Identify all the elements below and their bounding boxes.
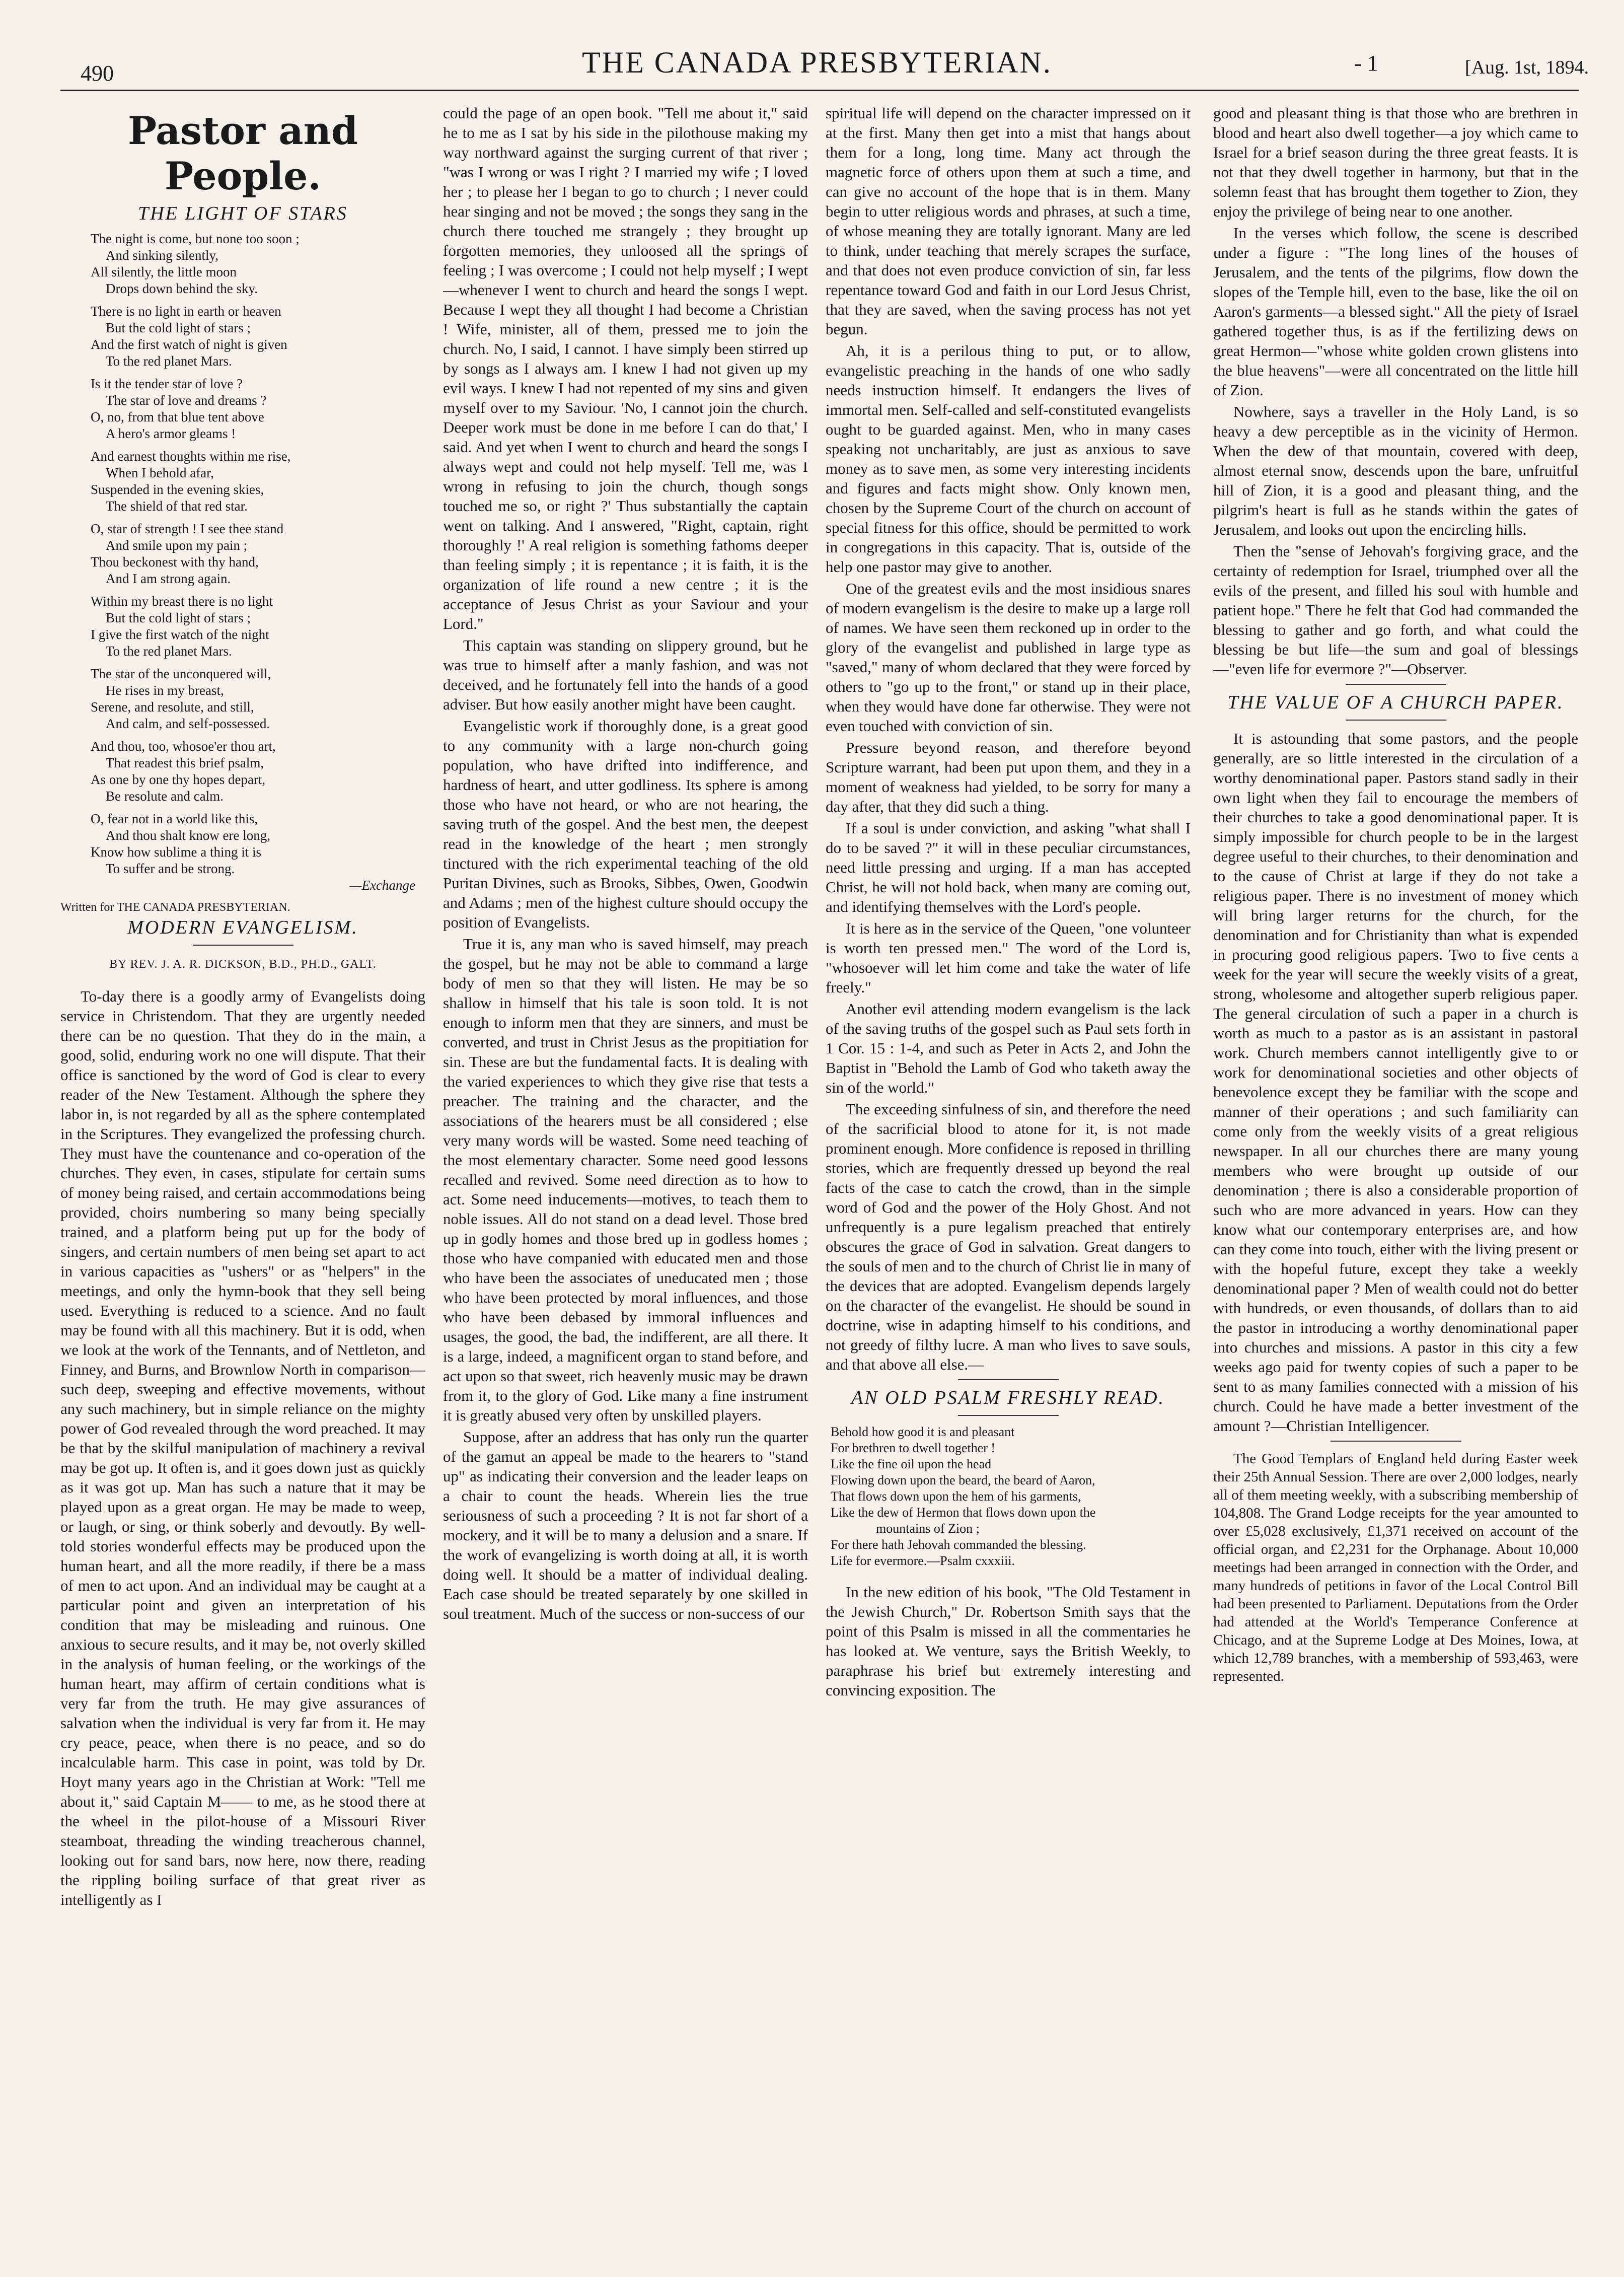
poem-line: And I am strong again. — [106, 571, 231, 586]
poem-line: The star of love and dreams ? — [106, 393, 267, 408]
poem-line: O, star of strength ! I see thee stand — [91, 521, 284, 536]
separator-rule — [1331, 1441, 1461, 1442]
article-byline: BY REV. J. A. R. DICKSON, B.D., PH.D., GALT. — [109, 958, 377, 971]
article-paragraph: If a soul is under conviction, and asking "what shall I do to be saved ?" it will in these peculiar circumstances, need little pressing and urging. If a man has accepted Christ, he will not hold back, when many are coming out, and identifying themselves with the Lord's people. — [826, 819, 1191, 915]
psalm-line: Like the fine oil upon the head — [831, 1457, 992, 1471]
column-1 — [60, 103, 425, 2258]
article-paragraph: Then the "sense of Jehovah's forgiving grace, and the certainty of redemption for Israel, triumphed over all the evils of the present, and filled his soul with humble and patient hope." There he felt that God had commanded the blessing to gather and go forth, and what could the blessing be but life—the sum and goal of blessings—"even life for evermore ?"—Observer. — [1213, 542, 1578, 678]
poem-line: All silently, the little moon — [91, 264, 237, 279]
poem-line: He rises in my breast, — [106, 683, 224, 698]
article-paragraph: To-day there is a goodly army of Evangelists doing service in Christendom. That they are urgently needed there can be no question. That they do in the main, a good, solid, enduring work no one will dispute. That their office is sanctioned by the word of God is clear to every reader of the New Testament. Although the sphere they labor in, is not regarded by all as the sphere contemplated in the Scriptures. They evangelized the professing church. They must have the countenance and co-operation of the churches. They even, in cases, stipulate for certain sums of money being raised, and certain accommodations being provided, choirs numbering so many being specially trained, and a platform being put up for the body of singers, and certain numbers of men being set apart to act in various capacities as "ushers" or as "helpers" in the meetings, and only the hymn-book that they sell being used. Everything is reduced to a science. And no fault may be found with all this machinery. But it is odd, when we look at the work of the Tennants, and of Nettleton, and Finney, and Burns, and Brownlow North in comparison—such deep, sweeping and effective movements, without any such machinery, but in simple reliance on the mighty power of God revealed through the word preached. It may be that by the skilful manipulation of machinery a revival may be got up. It often is, and it goes down just as quickly as it was got up. Man has such a nature that it may be played upon as a great organ. He may be made to weep, or laugh, or sing, or think soberly and devoutly. By well-told stories wonderful effects may be produced upon the human heart, and all the more readily, if there be a mass of men to act upon. And an individual may be caught at a particular point and given an interpretation of his condition that may be misleading and ruinous. One anxious to secure results, and it may be, not overly skilled in the analysis of human feeling, or the workings of the human heart, may affirm of certain conditions what is very far from the truth. He may give assurances of salvation when the individual is very far from it. He may cry peace, peace, when there is no peace, and so do incalculable harm. This case in point, was told by Dr. Hoyt many years ago in the Christian at Work: "Tell me about it," said Captain M—— to me, as he stood there at the wheel in the pilot-house of a Missouri River steamboat, threading the winding treacherous channel, looking out for sand bars, now here, now there, reading the rippling boiling surface of that great river as intelligently as I — [60, 987, 425, 1908]
article-paragraph: Another evil attending modern evangelism is the lack of the saving truths of the gospel such as Paul sets forth in 1 Cor. 15 : 1-4, and such as Peter in Acts 2, and John the Baptist in "Behold the Lamb of God who taketh away the sin of the world." — [826, 1000, 1191, 1096]
columns — [60, 103, 1579, 2258]
separator-rule — [958, 1379, 1059, 1380]
poem-line: Be resolute and calm. — [106, 789, 224, 804]
article-paragraph: Pressure beyond reason, and therefore beyond Scripture warrant, had been put upon them, and they in a moment of weakness had yielded, to be sorry for many a day after, that they did such a thing. — [826, 739, 1191, 815]
page-header — [45, 40, 1589, 86]
poem-line: And sinking silently, — [106, 248, 219, 263]
poem-line: A hero's armor gleams ! — [106, 426, 236, 441]
header-rule — [60, 90, 1579, 91]
poem-line: Serene, and resolute, and still, — [91, 699, 254, 715]
psalm-line: Behold how good it is and pleasant — [831, 1425, 1015, 1439]
page-number: 490 — [81, 61, 114, 86]
poem-source: —Exchange — [349, 878, 415, 893]
article-paragraph: It is astounding that some pastors, and the people generally, are so little interested in the circulation of a worthy denominational paper. Pastors stand sadly in their own light when they fail to encourage the members of their churches to take a good denominational paper. It is simply impossible for church people to be in the largest degree useful to their churches, to their denomination and to the cause of Christ at large if they do not take a religious paper. There is no investment of money which will bring larger returns for the church, for the denomination and for Christianity than what is expended in procuring good religious papers. Two to five cents a week for the year will secure the weekly visits of a great, strong, wholesome and altogether superb religious paper. The general circulation of such a paper in a church is worth as much to a pastor as is an assistant in pastoral work. Church members cannot intelligently give to or work for denominational societies and other objects of benevolence except they be familiar with the scope and manner of their operations ; and such familiarity can come only from the weekly visits of a great religious newspaper. In all our churches there are many young members who were brought up outside of our denomination ; there is also a considerable proportion of such who are more advanced in years. How can they know what our contemporary enterprises are, and how can they come into touch, either with the living present or with the hopeful future, except they take a weekly denominational paper ? Men of wealth could not do better with hundreds, or even thousands, of dollars than to aid the pastor in introducing a worthy denominational paper into churches and missions. A pastor in this city a few weeks ago paid for twenty copies of such a paper to be sent to as many families connected with a mission of his church. Could he have made a better investment of the amount ?—Christian Intelligencer. — [1213, 730, 1578, 1435]
poem-line: And thou shalt know ere long, — [106, 828, 270, 843]
poem-line: The star of the unconquered will, — [91, 666, 271, 681]
article-paragraph: could the page of an open book. "Tell me about it," said he to me as I sat by his side in the pilothouse making my way northward against the surging current of that river ; "was I wrong or was I right ? I married my wife ; I loved her ; to please her I began to go to church ; I never could hear singing and not be moved ; the songs they sang in the church there touched me strangely ; they brought up forgotten memories, they unloosed all the springs of feeling ; I was overcome ; I could not help myself ; I wept—whenever I went to church and heard the songs I wept. Because I wept they all thought I had become a Christian ! Wife, minister, all of them, pressed me to join the church. No, I said, I cannot. I have simply been stirred up by songs as I always am. I knew I had not given up my evil ways. I knew I had not repented of my sins and given myself over to my Saviour. 'No, I cannot join the church. Deeper work must be done in me before I can do that,' I said. And yet when I went to church and heard the songs I always wept and could not help myself. Tell me, was I wrong in refusing to join the church, though songs touched me so, or right ?' Thus substantially the captain went on talking. And I answered, "Right, captain, right thoroughly !' A real religion is something fathoms deeper than feeling simply ; it is repentance ; it is faith, it is the organization of life round a new centre ; it is the acceptance of Jesus Christ as your Saviour and your Lord." — [443, 104, 808, 632]
poem-line: But the cold light of stars ; — [106, 320, 251, 335]
column-4 — [1213, 103, 1578, 2258]
psalm-line: Flowing down upon the beard, the beard of Aaron, — [831, 1473, 1095, 1487]
poem-line: Know how sublime a thing it is — [91, 844, 261, 860]
church-paper-article-title: THE VALUE OF A CHURCH PAPER. — [1227, 692, 1564, 713]
psalm-line: For there hath Jehovah commanded the blessing. — [831, 1537, 1086, 1552]
poem-line: And thou, too, whosoe'er thou art, — [91, 739, 276, 754]
article-paragraph: Ah, it is a perilous thing to put, or to allow, evangelistic preaching in the hands of one who sadly needs instruction himself. It endangers the lives of immortal men. Self-called and self-constituted evangelists ought to be guarded against. Men, who in many cases speaking not uncharitably, are just as anxious to save money as to save men, as some very interesting incidents and figures and facts might show. Only known men, chosen by the Supreme Court of the church on account of special fitness for this office, should be permitted to work in congregations in this capacity. That is, outside of the help one pastor may give to another. — [826, 342, 1191, 576]
article-paragraph: The exceeding sinfulness of sin, and therefore the need of the sacrificial blood to atone for it, is not made prominent enough. More confidence is reposed in thrilling stories, which are frequently dressed up beyond the real facts of the case to catch the crowd, than in the simple word of God and the power of the Holy Ghost. And not unfrequently is a pure legalism preached that entirely obscures the grace of God in salvation. Great dangers to the souls of men and to the church of Christ lie in many of the devices that are adopted. Evangelism depends largely on the character of the evangelist. He should be sound in doctrine, wise in adapting himself to his conditions, and not greedy of filthy lucre. A man who lives to save souls, and that above all else.— — [826, 1100, 1191, 1373]
column-3 — [826, 103, 1191, 2258]
poem-line: To suffer and be strong. — [106, 861, 235, 876]
psalm-line: For brethren to dwell together ! — [831, 1441, 996, 1455]
article-paragraph: Evangelistic work if thoroughly done, is a great good to any community with a large non-church going population, who have drifted into indifference, and hardness of heart, and utter godliness. Its sphere is among those who have not heard, or who are not hearing, the saving truth of the gospel. And the best men, the deepest read in the knowledge of the heart ; men strongly tinctured with the rich experimental teaching of the old Puritan Divines, such as Brooks, Sibbes, Owen, Goodwin and Adams ; men of the highest culture should occupy the position of Evangelists. — [443, 717, 808, 931]
poem-line: And the first watch of night is given — [91, 337, 287, 352]
section-masthead: Pastor and People. — [127, 108, 358, 198]
poem-line: O, fear not in a world like this, — [91, 811, 258, 826]
psalm-line: Life for evermore.—Psalm cxxxiii. — [831, 1553, 1015, 1568]
issue-date: [Aug. 1st, 1894. — [1465, 57, 1589, 78]
poem-line: And calm, and self-possessed. — [106, 716, 270, 731]
article-paragraph: It is here as in the service of the Queen, "one volunteer is worth ten pressed men." The word of the Lord is, "whosoever will let him come and take the water of life freely." — [826, 919, 1191, 996]
poem-line: O, no, from that blue tent above — [91, 409, 264, 424]
poem-line: That readest this brief psalm, — [106, 755, 264, 770]
news-paragraph: The Good Templars of England held during Easter week their 25th Annual Session. There are over 2,000 lodges, nearly all of them meeting weekly, with a subscribing membership of 104,808. The Grand Lodge receipts for the year amounted to over £5,028 exclusively, £1,371 received on account of the official organ, and £2,231 for the Orphanage. About 10,000 meetings had been arranged in connection with the Order, and many hundreds of petitions in favor of the Local Control Bill had been presented to Parliament. Deputations from the Order had attended at the World's Temperance Conference at Chicago, and at the Supreme Lodge at Des Moines, Iowa, at which 12,789 branches, with a membership of 593,463, were represented. — [1213, 1451, 1578, 1684]
poem-line: And earnest thoughts within me rise, — [91, 449, 291, 464]
poem-line: To the red planet Mars. — [106, 644, 232, 659]
separator-rule — [1346, 684, 1446, 685]
article-paragraph: spiritual life will depend on the character impressed on it at the first. Many then get into a mist that hangs about them for a long, long time. Many act through the magnetic force of others upon them at such a time, and can give no account of the hope that is in them. Many begin to utter religious words and phrases, at such a time, of whose meaning they are totally ignorant. Many are led to think, under teaching that merely scrapes the surface, and that does not even produce conviction of sin, far less repentance toward God and faith in our Lord Jesus Christ, that they are saved, when the saving process has not yet begun. — [826, 104, 1191, 338]
poem-line: Suspended in the evening skies, — [91, 482, 264, 497]
header-mark: - 1 — [1354, 51, 1378, 76]
poem-line: The shield of that red star. — [106, 499, 248, 514]
poem-line: As one by one thy hopes depart, — [91, 772, 266, 787]
poem-line: There is no light in earth or heaven — [91, 304, 281, 319]
poem-line: The night is come, but none too soon ; — [91, 231, 300, 246]
poem-line: To the red planet Mars. — [106, 353, 232, 369]
article-paragraph: True it is, any man who is saved himself, may preach the gospel, but he may not be able to command a large body of men so that they will listen. He may be so shallow in himself that his tale is soon told. It is not enough to inform men that they are sinners, and must be converted, and trust in Christ Jesus as the propitiation for sin. These are but the fundamental facts. It is dealing with the varied experiences to which they give rise that tests a preacher. The training and the character, and the associations of the hearers must be all considered ; else very many words will be wasted. Some need teaching of the most elementary character. Some need good lessons recalled and revived. Some need direction as to how to act. Some need inducements—motives, to teach them to noble issues. All do not stand on a dead level. Those bred up in godly homes and those bred up in godless homes ; those who have companied with educated men and those who have been the associates of uneducated men ; those who have been protected by moral influences, and those who have been debased by immoral influences and usages, the good, the bad, the indifferent, are all there. It is a large, indeed, a magnificent organ to stand before, and act upon so that sweet, rich heavenly music may be drawn from it, to the glory of God. Like many a fine instrument it is greatly abused very often by unskilled players. — [443, 935, 808, 1424]
separator-rule — [958, 1415, 1059, 1416]
article-paragraph: In the new edition of his book, "The Old Testament in the Jewish Church," Dr. Robertson Smith says that the point of this Psalm is missed in all the commentaries he has looked at. We venture, says the British Weekly, to paraphrase his brief but extremely interesting and convincing exposition. The — [826, 1583, 1191, 1699]
poem-line: And smile upon my pain ; — [106, 538, 248, 553]
psalm-line: That flows down upon the hem of his garments, — [831, 1489, 1081, 1504]
article-paragraph: good and pleasant thing is that those who are brethren in blood and heart also dwell together—a joy which came to Israel for a brief season during the three great feasts. It is not that they dwell together in harmony, but that in the solemn feast that has brought them together to Zion, they enjoy the privilege of being near to one another. — [1213, 104, 1578, 220]
poem-line: When I behold afar, — [106, 465, 214, 480]
poem-line: I give the first watch of the night — [91, 627, 269, 642]
poem-line: Within my breast there is no light — [91, 594, 273, 609]
article-paragraph: Nowhere, says a traveller in the Holy Land, is so heavy a dew perceptible as in the vicinity of Hermon. When the dew of that mountain, covered with deep, almost eternal snow, descends upon the bare, unfruitful hill of Zion, it is a good and pleasant thing, and the pilgrim's heart is full as he stands within the gates of Jerusalem, and looks out upon the encircling hills. — [1213, 403, 1578, 538]
psalm-article-title: AN OLD PSALM FRESHLY READ. — [851, 1387, 1165, 1408]
article-paragraph: Suppose, after an address that has only run the quarter of the gamut an appeal be made to the hearers to "stand up" as indicating their conversion and the leader leaps on a chair to count the heads. Wherein lies the true seriousness of such a proceeding ? It is not far short of a mockery, and it will be to many a delusion and a snare. If the work of evangelizing is worth doing at all, it is worth doing well. It should be a matter of individual dealing. Each case should be treated separately by one skilled in soul treatment. Much of the success or non-success of our — [443, 1428, 808, 1622]
poem-line: Thou beckonest with thy hand, — [91, 554, 259, 570]
poem — [91, 231, 425, 894]
poem-line: Drops down behind the sky. — [106, 281, 258, 296]
article-paragraph: This captain was standing on slippery ground, but he was true to himself after a manly fashion, and was not deceived, and he fortunately fell into the hands of a good adviser. But how easily another might have been caught. — [443, 636, 808, 713]
written-for-note: Written for THE CANADA PRESBYTERIAN. — [60, 901, 290, 914]
psalm-line: mountains of Zion ; — [876, 1521, 980, 1536]
article-paragraph: One of the greatest evils and the most insidious snares of modern evangelism is the desire to make up a large roll of names. We have seen them reckoned up in order to the glory of the evangelist and published in large type as "saved," many of whom declared that they were forced by others to "go up to the front," or stand up in their place, when they would have done far otherwise. They were not even touched with conviction of sin. — [826, 580, 1191, 735]
separator-rule — [1346, 720, 1446, 721]
psalm-quote — [831, 1424, 1191, 1569]
poem-title: THE LIGHT OF STARS — [138, 203, 348, 224]
article-paragraph: In the verses which follow, the scene is described under a figure : "The long lines of the houses of Jerusalem, and the tents of the pilgrims, flow down the slopes of the Temple hill, even to the base, like the oil on Aaron's garments—a blessed sight." All the piety of Israel gathered together thus, is as if the fertilizing dews on great Hermon—"whose white golden crown glistens into the blue heavens"—were all concentrated on the little hill of Zion. — [1213, 224, 1578, 399]
separator-rule — [193, 945, 293, 946]
column-2 — [443, 103, 808, 2258]
poem-line: But the cold light of stars ; — [106, 610, 251, 625]
newspaper-title: THE CANADA PRESBYTERIAN. — [582, 46, 1052, 79]
article-title: MODERN EVANGELISM. — [127, 917, 358, 938]
psalm-line: Like the dew of Hermon that flows down upon the — [831, 1505, 1096, 1520]
poem-line: Is it the tender star of love ? — [91, 376, 243, 391]
